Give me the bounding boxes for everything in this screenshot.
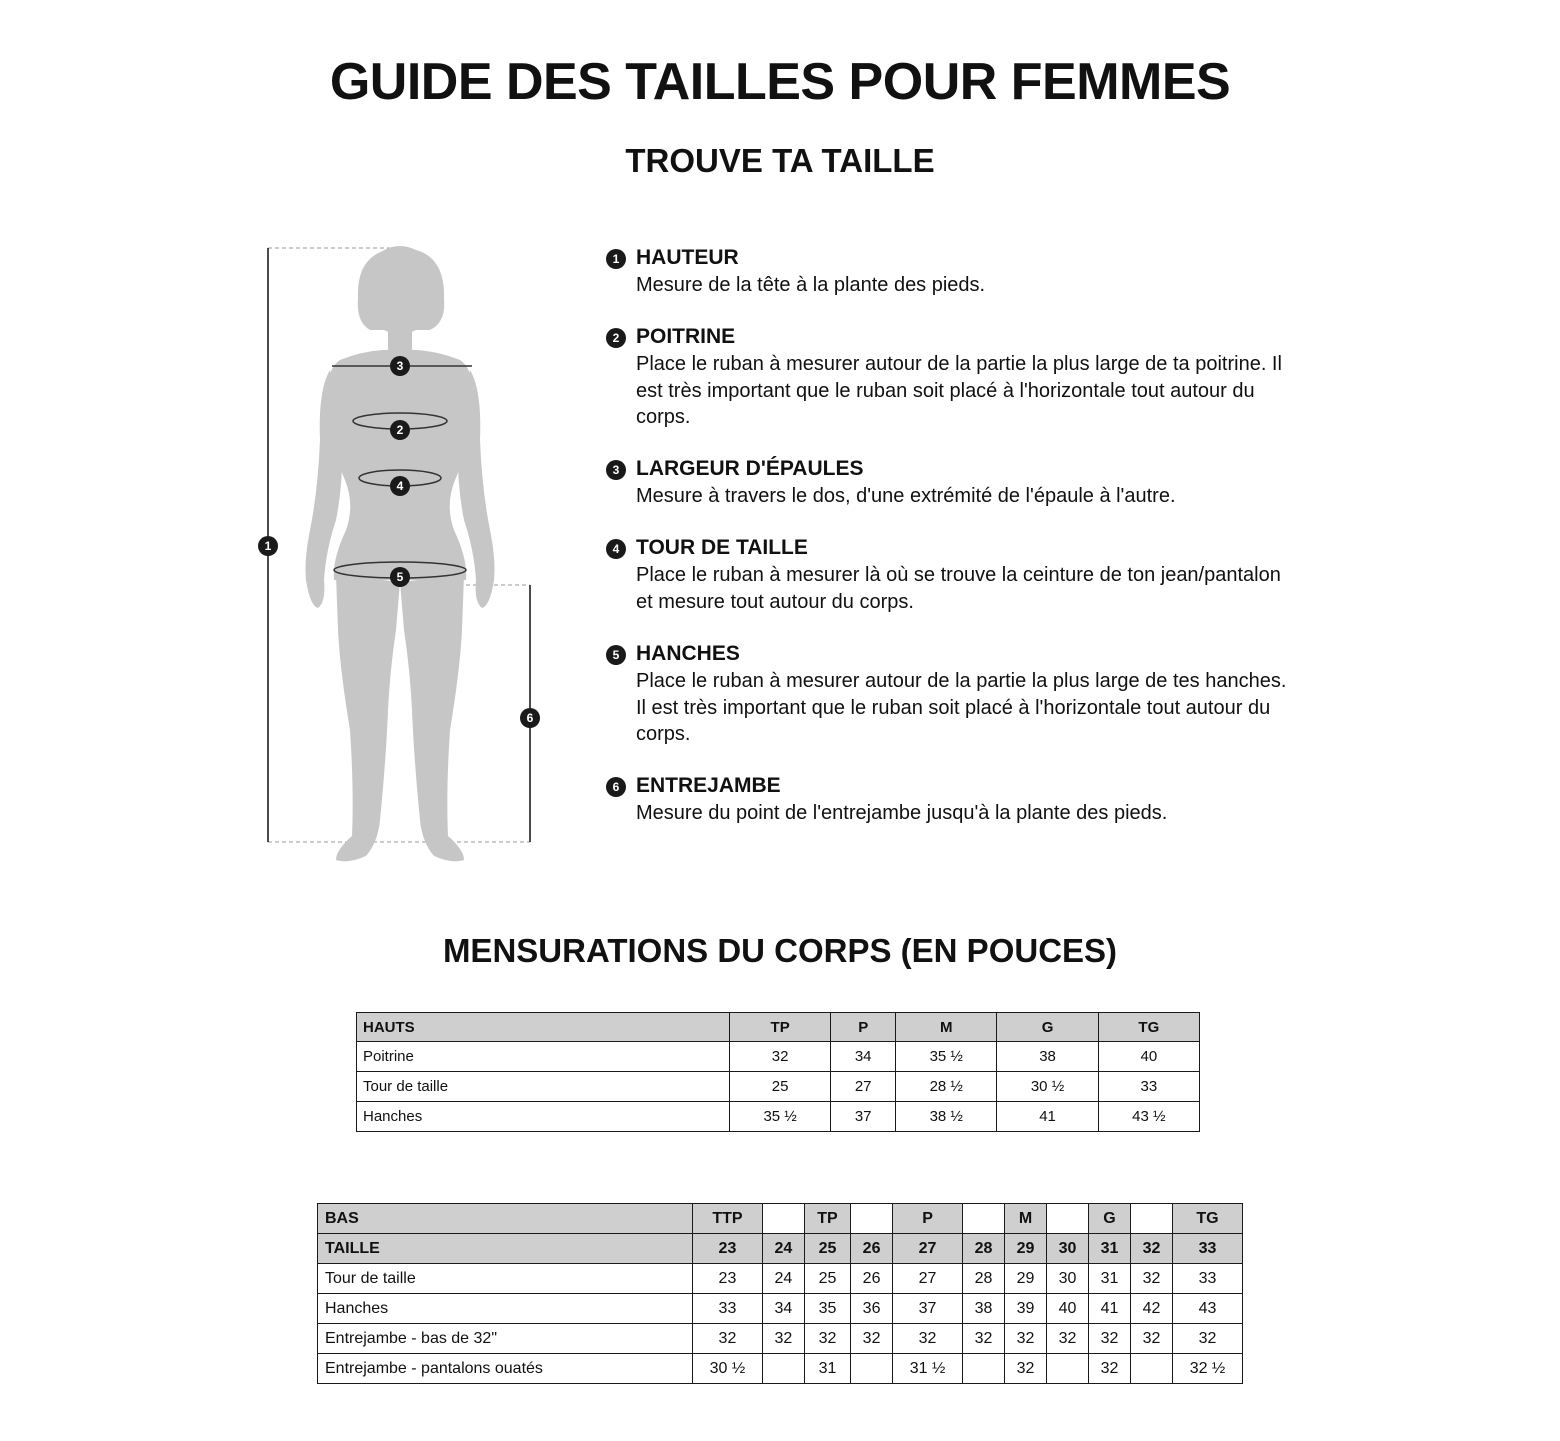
table-cell: 39: [1004, 1294, 1046, 1324]
table-cell: 25: [804, 1264, 850, 1294]
table-cell: 25: [804, 1234, 850, 1264]
instruction-title: HANCHES: [636, 642, 740, 665]
table-header-cell: TG: [1172, 1204, 1242, 1234]
torso: [328, 350, 472, 580]
instruction-description: Place le ruban à mesurer autour de la partie la plus large de tes hanches. Il est très important que le ruban soit placé à l'horizontale tout autour du corps.: [636, 670, 1287, 745]
table-header-cell: G: [997, 1013, 1098, 1042]
table-cell: 33: [1172, 1264, 1242, 1294]
marker-5: 5: [396, 570, 404, 584]
instruction-title: ENTREJAMBE: [636, 774, 781, 797]
table-cell: 40: [1098, 1042, 1199, 1072]
tops-size-table: [356, 1012, 1200, 1132]
table-row: [357, 1102, 1200, 1132]
table-cell: 36: [851, 1294, 893, 1324]
table-cell: 35: [804, 1294, 850, 1324]
instruction-number: 1: [606, 249, 626, 269]
instruction-description: Mesure de la tête à la plante des pieds.: [636, 274, 986, 296]
page-title: GUIDE DES TAILLES POUR FEMMES: [329, 53, 1231, 111]
table-cell: 32: [730, 1042, 831, 1072]
table-cell: Entrejambe - bas de 32": [318, 1324, 693, 1354]
table-cell: 32 ½: [1172, 1354, 1242, 1384]
table-header-cell: [762, 1204, 804, 1234]
table-cell: 37: [831, 1102, 896, 1132]
marker-6: 6: [526, 711, 534, 725]
table-cell: 26: [851, 1234, 893, 1264]
table-cell: 32: [1130, 1234, 1172, 1264]
table-cell: 27: [893, 1234, 963, 1264]
table-cell: 34: [831, 1042, 896, 1072]
table-cell: 37: [893, 1294, 963, 1324]
table-header-cell: G: [1088, 1204, 1130, 1234]
table-header-row: [318, 1204, 1243, 1234]
table-cell: Entrejambe - pantalons ouatés: [318, 1354, 693, 1384]
silhouette: [306, 246, 495, 861]
table-cell: 35 ½: [896, 1042, 997, 1072]
table-cell: 42: [1130, 1294, 1172, 1324]
marker-4: 4: [396, 479, 404, 493]
table-cell: 28: [962, 1234, 1004, 1264]
table-cell: [851, 1354, 893, 1384]
table-cell: Tour de taille: [357, 1072, 730, 1102]
table-cell: 32: [693, 1324, 763, 1354]
table-cell: 34: [762, 1294, 804, 1324]
instruction-title: HAUTEUR: [636, 246, 739, 269]
table-header-cell: [851, 1204, 893, 1234]
table-cell: 24: [762, 1234, 804, 1264]
table-cell: 28 ½: [896, 1072, 997, 1102]
table-cell: [1046, 1354, 1088, 1384]
table-cell: 38 ½: [896, 1102, 997, 1132]
table-cell: 32: [1130, 1264, 1172, 1294]
table-cell: Hanches: [318, 1294, 693, 1324]
body-silhouette-figure: [240, 230, 560, 870]
instruction-title: LARGEUR D'ÉPAULES: [636, 457, 864, 480]
page-subtitle: TROUVE TA TAILLE: [625, 142, 935, 179]
marker-2: 2: [396, 423, 404, 437]
table-cell: 30: [1046, 1264, 1088, 1294]
table-row: [318, 1354, 1243, 1384]
table-cell: Hanches: [357, 1102, 730, 1132]
table-cell: 29: [1004, 1234, 1046, 1264]
table-cell: 31: [1088, 1264, 1130, 1294]
instruction-title: POITRINE: [636, 325, 736, 348]
table-cell: 26: [851, 1264, 893, 1294]
table-header-cell: P: [831, 1013, 896, 1042]
table-header-cell: [1046, 1204, 1088, 1234]
table-header-cell: M: [896, 1013, 997, 1042]
table-cell: Poitrine: [357, 1042, 730, 1072]
table-cell: 43 ½: [1098, 1102, 1199, 1132]
table-cell: 38: [962, 1294, 1004, 1324]
table-header-cell: [962, 1204, 1004, 1234]
table-cell: [962, 1354, 1004, 1384]
table-cell: [1130, 1354, 1172, 1384]
instruction-description: Place le ruban à mesurer là où se trouve la ceinture de ton jean/pantalon et mesure tout autour du corps.: [636, 564, 1281, 613]
table-cell: Tour de taille: [318, 1264, 693, 1294]
table-cell: TAILLE: [318, 1234, 693, 1264]
table-header-cell: TTP: [693, 1204, 763, 1234]
table-cell: 23: [693, 1234, 763, 1264]
left-leg: [336, 575, 400, 861]
table-cell: 32: [1088, 1324, 1130, 1354]
table-cell: 30 ½: [693, 1354, 763, 1384]
table-cell: 32: [1172, 1324, 1242, 1354]
table-header-cell: BAS: [318, 1204, 693, 1234]
table-cell: 30: [1046, 1234, 1088, 1264]
table-cell: 32: [762, 1324, 804, 1354]
marker-1: 1: [264, 539, 272, 553]
table-cell: 33: [1172, 1234, 1242, 1264]
table-cell: 32: [851, 1324, 893, 1354]
table-cell: 25: [730, 1072, 831, 1102]
table-cell: 41: [997, 1102, 1098, 1132]
table-header-cell: HAUTS: [357, 1013, 730, 1042]
table-cell: 43: [1172, 1294, 1242, 1324]
table-row: [318, 1324, 1243, 1354]
instruction-number: 6: [606, 777, 626, 797]
table-header-cell: [1130, 1204, 1172, 1234]
bottoms-size-table: [317, 1203, 1243, 1384]
table-header-cell: TP: [730, 1013, 831, 1042]
marker-3: 3: [396, 359, 404, 373]
table-cell: 33: [693, 1294, 763, 1324]
table-cell: 32: [1004, 1324, 1046, 1354]
table-header-row: [357, 1013, 1200, 1042]
table-cell: 32: [1088, 1354, 1130, 1384]
instruction-number: 4: [606, 539, 626, 559]
table-cell: 23: [693, 1264, 763, 1294]
table-cell: 32: [1004, 1354, 1046, 1384]
table-cell: 32: [804, 1324, 850, 1354]
table-cell: 31: [804, 1354, 850, 1384]
instruction-description: Place le ruban à mesurer autour de la partie la plus large de ta poitrine. Il est très important que le ruban soit placé à l'horizontale tout autour du corps.: [636, 353, 1282, 428]
table-cell: 38: [997, 1042, 1098, 1072]
table-cell: 35 ½: [730, 1102, 831, 1132]
table-cell: 32: [1130, 1324, 1172, 1354]
instruction-number: 2: [606, 328, 626, 348]
table-cell: 32: [962, 1324, 1004, 1354]
instruction-number: 5: [606, 645, 626, 665]
table-row: [357, 1042, 1200, 1072]
table-cell: 24: [762, 1264, 804, 1294]
table-cell: 30 ½: [997, 1072, 1098, 1102]
table-header-cell: TG: [1098, 1013, 1199, 1042]
table-cell: 40: [1046, 1294, 1088, 1324]
table-size-row: [318, 1234, 1243, 1264]
table-row: [357, 1072, 1200, 1102]
table-header-cell: M: [1004, 1204, 1046, 1234]
table-cell: 32: [893, 1324, 963, 1354]
instruction-description: Mesure du point de l'entrejambe jusqu'à la plante des pieds.: [636, 802, 1168, 824]
table-cell: 31: [1088, 1234, 1130, 1264]
table-header-cell: TP: [804, 1204, 850, 1234]
table-cell: 41: [1088, 1294, 1130, 1324]
table-cell: 27: [831, 1072, 896, 1102]
table-cell: 33: [1098, 1072, 1199, 1102]
table-cell: 28: [962, 1264, 1004, 1294]
instruction-number: 3: [606, 460, 626, 480]
table-cell: [762, 1354, 804, 1384]
table-cell: 32: [1046, 1324, 1088, 1354]
table-row: [318, 1294, 1243, 1324]
table-cell: 27: [893, 1264, 963, 1294]
table-cell: 29: [1004, 1264, 1046, 1294]
hair: [358, 248, 444, 330]
instruction-title: TOUR DE TAILLE: [636, 536, 808, 559]
table-cell: 31 ½: [893, 1354, 963, 1384]
table-row: [318, 1264, 1243, 1294]
table-header-cell: P: [893, 1204, 963, 1234]
right-leg: [400, 575, 464, 861]
section-title: MENSURATIONS DU CORPS (EN POUCES): [442, 932, 1118, 969]
instruction-description: Mesure à travers le dos, d'une extrémité de l'épaule à l'autre.: [636, 485, 1176, 507]
